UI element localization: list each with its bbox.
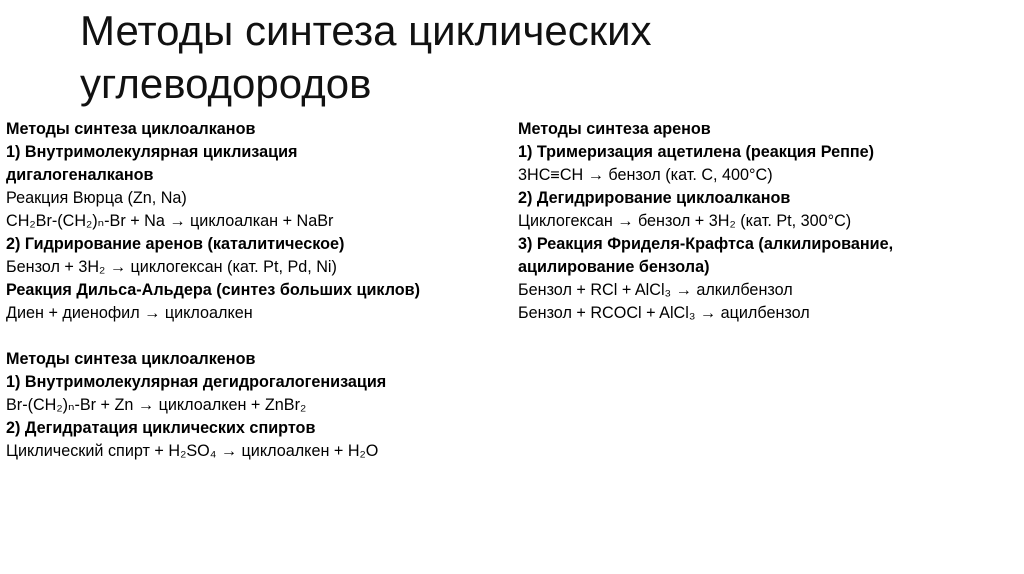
cycloalkanes-line: 1) Внутримолекулярная циклизация <box>6 143 298 161</box>
cycloalkenes-list <box>6 371 506 463</box>
cycloalkanes-line: Реакция Вюрца (Zn, Na) <box>6 189 187 207</box>
arenes-line: Бензол + RCOCl + AlCl₃ → ацилбензол <box>518 304 810 322</box>
slide-title-line-2: углеводородов <box>80 60 372 107</box>
section-spacer <box>6 325 506 348</box>
arenes-line: 3) Реакция Фриделя-Крафтса (алкилирование, <box>518 235 894 253</box>
arenes-list <box>518 141 1018 325</box>
slide-title <box>80 4 980 110</box>
cycloalkanes-line: 2) Гидрирование аренов (каталитическое) <box>6 235 345 253</box>
cycloalkanes-line: Реакция Дильса-Альдера (синтез больших циклов) <box>6 281 421 299</box>
cycloalkanes-line: Диен + диенофил → циклоалкен <box>6 304 253 322</box>
cycloalkenes-line: Циклический спирт + H₂SO₄ → циклоалкен + H₂O <box>6 442 379 460</box>
cycloalkanes-heading: Методы синтеза циклоалканов <box>6 120 256 138</box>
arenes-line: Бензол + RCl + AlCl₃ → алкилбензол <box>518 281 793 299</box>
cycloalkanes-line: Бензол + 3H₂ → циклогексан (кат. Pt, Pd, Ni) <box>6 258 337 276</box>
arenes-line: ацилирование бензола) <box>518 258 710 276</box>
arenes-line: 1) Тримеризация ацетилена (реакция Реппе) <box>518 143 875 161</box>
left-column <box>6 118 506 463</box>
arenes-heading: Методы синтеза аренов <box>518 120 711 138</box>
cycloalkanes-list <box>6 141 506 325</box>
cycloalkenes-heading: Методы синтеза циклоалкенов <box>6 350 256 368</box>
cycloalkenes-line: 2) Дегидратация циклических спиртов <box>6 419 316 437</box>
cycloalkanes-line: дигалогеналканов <box>6 166 154 184</box>
arenes-line: 3HC≡CH → бензол (кат. C, 400°C) <box>518 166 773 184</box>
cycloalkanes-line: CH₂Br-(CH₂)ₙ-Br + Na → циклоалкан + NaBr <box>6 212 334 230</box>
right-column <box>518 118 1018 325</box>
cycloalkenes-line: 1) Внутримолекулярная дегидрогалогенизация <box>6 373 387 391</box>
cycloalkenes-line: Br-(CH₂)ₙ-Br + Zn → циклоалкен + ZnBr₂ <box>6 396 307 414</box>
arenes-line: Циклогексан → бензол + 3H₂ (кат. Pt, 300°C) <box>518 212 852 230</box>
arenes-line: 2) Дегидрирование циклоалканов <box>518 189 791 207</box>
slide-title-line-1: Методы синтеза циклических <box>80 7 652 54</box>
